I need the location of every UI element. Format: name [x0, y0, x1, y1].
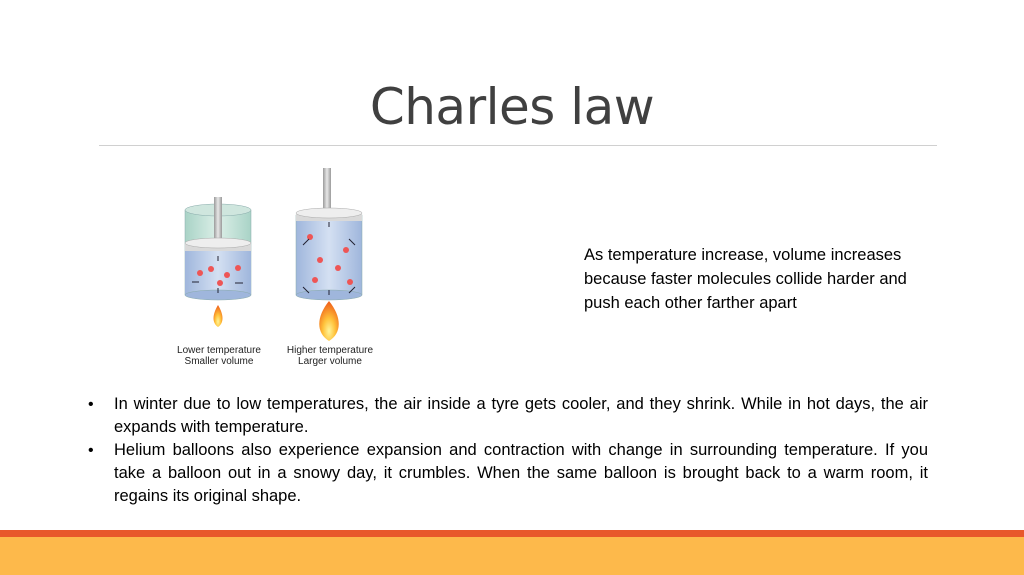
- cylinders-illustration: [160, 165, 390, 345]
- bullet-icon: •: [88, 442, 94, 459]
- footer-bar-red: [0, 530, 1024, 537]
- right-caption-line-1: Higher temperature: [286, 345, 374, 356]
- right-caption: [275, 345, 385, 367]
- list-item: [88, 439, 928, 508]
- left-cylinder: [185, 197, 251, 300]
- bullet-icon: •: [88, 396, 94, 413]
- left-caption-line-1: Lower temperature: [177, 345, 261, 356]
- title-divider: [99, 145, 937, 146]
- left-flame: [214, 305, 223, 327]
- footer-bar-orange: [0, 537, 1024, 575]
- bullet-text: Helium balloons also experience expansion and contraction with change in surrounding temperature. If you take a balloon out in a snowy day, it crumbles. When the same balloon is brought back to a warm room, it regains its original shape.: [114, 441, 928, 505]
- right-flame: [319, 301, 339, 341]
- charles-law-figure: [160, 165, 390, 375]
- left-caption: [164, 345, 274, 367]
- side-note: [584, 243, 944, 315]
- right-cylinder: [296, 168, 362, 300]
- bullet-list: [88, 393, 928, 508]
- slide-title: Charles law: [369, 78, 655, 136]
- side-note-text: As temperature increase, volume increases because faster molecules collide harder and push each other farther apart: [584, 246, 907, 312]
- list-item: [88, 393, 928, 439]
- bullet-text: In winter due to low temperatures, the air inside a tyre gets cooler, and they shrink. While in hot days, the air expands with temperature.: [114, 395, 928, 436]
- right-caption-line-2: Larger volume: [298, 356, 362, 367]
- left-caption-line-2: Smaller volume: [184, 356, 254, 367]
